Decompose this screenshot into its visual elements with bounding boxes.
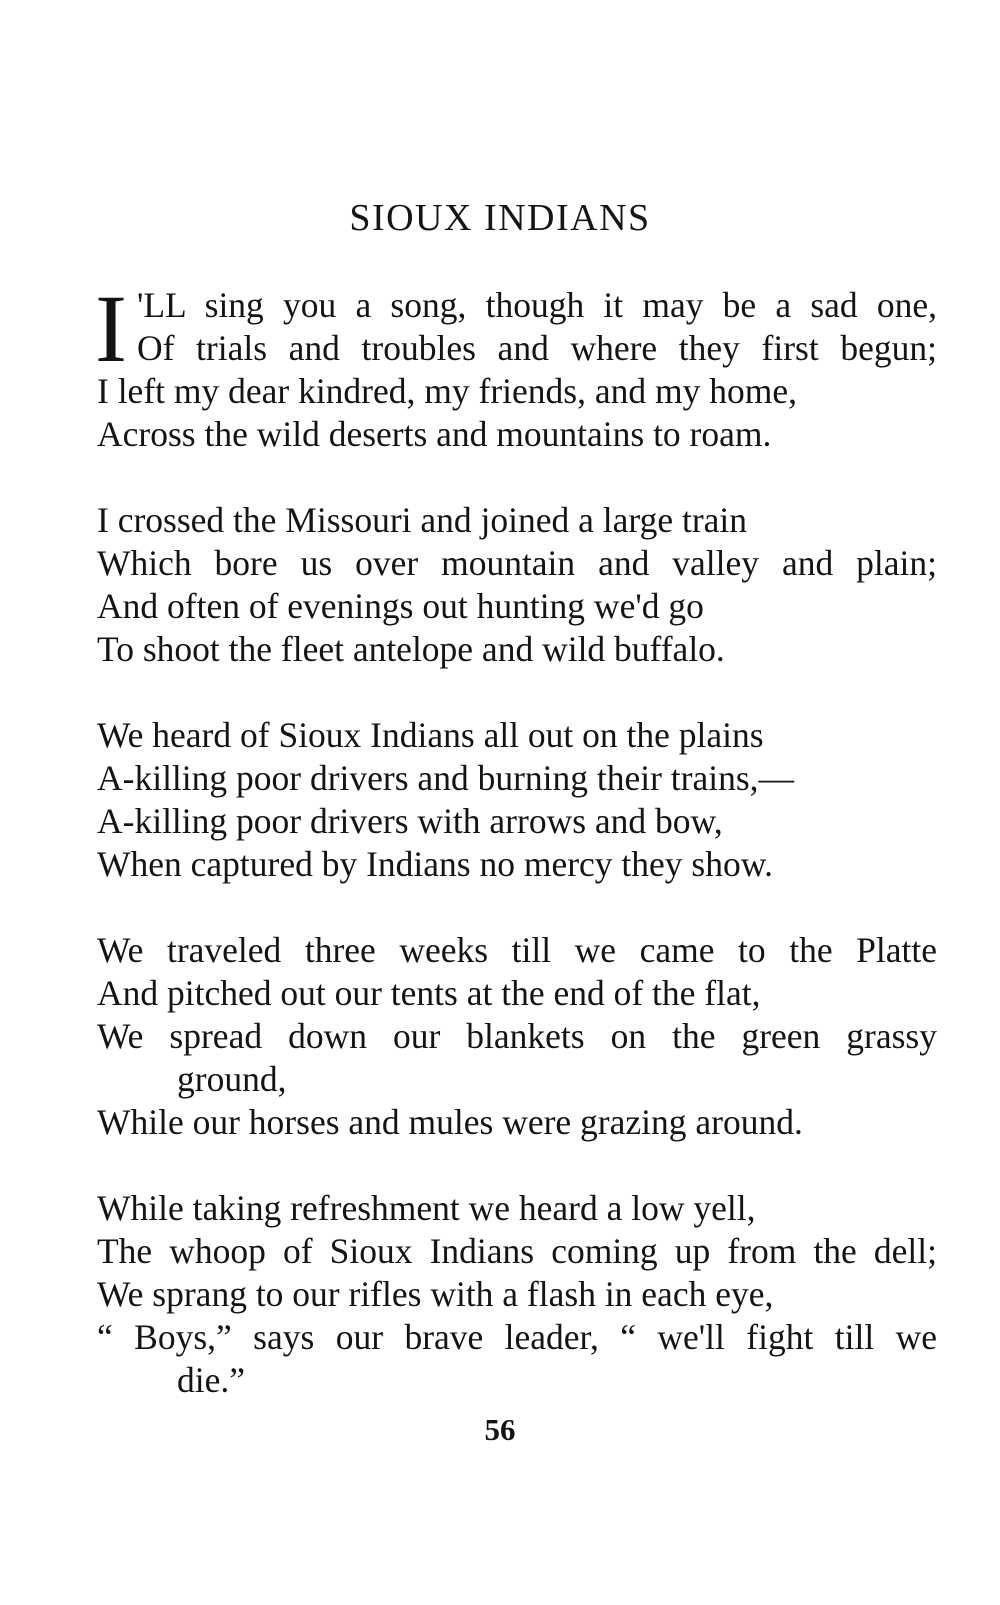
poem-line: While taking refreshment we heard a low yell, [97,1188,756,1228]
poem-line: Across the wild deserts and mountains to roam. [97,414,772,454]
poem-body [95,275,937,1445]
poem-line: While our horses and mules were grazing around. [97,1102,803,1142]
poem-line-continuation: die.” [177,1360,246,1400]
stanza-4 [97,929,937,1144]
poem-title: SIOUX INDIANS [349,197,651,239]
stanza-3 [97,714,937,886]
poem-line: Which bore us over mountain and valley and plain; [97,543,937,583]
poem-line: Of trials and troubles and where they first begun; [136,328,937,368]
stanza-5 [97,1187,937,1402]
poem-line: I crossed the Missouri and joined a large train [97,500,748,540]
poem-line: The whoop of Sioux Indians coming up from the dell; [97,1231,937,1271]
page-number: 56 [484,1412,516,1447]
poem-line: I left my dear kindred, my friends, and my home, [97,371,797,411]
poem-line: We traveled three weeks till we came to the Platte [97,930,937,970]
poem-line: When captured by Indians no mercy they show. [97,844,773,884]
poem-line: A-killing poor drivers with arrows and bow, [97,801,723,841]
poem-line: To shoot the fleet antelope and wild buffalo. [97,629,725,669]
poem-line: We spread down our blankets on the green grassy [97,1016,937,1056]
poem-line: “ Boys,” says our brave leader, “ we'll fight till we [97,1317,937,1357]
poem-line: A-killing poor drivers and burning their trains,— [97,758,795,798]
stanza-2 [97,499,937,671]
poem-line: And pitched out our tents at the end of the flat, [97,973,761,1013]
poem-line: And often of evenings out hunting we'd go [97,586,704,626]
drop-cap: I [95,275,127,382]
poem-line-continuation: ground, [177,1059,287,1099]
stanza-1 [95,275,937,456]
poem-line: We sprang to our rifles with a flash in each eye, [97,1274,774,1314]
poem-line: We heard of Sioux Indians all out on the plains [97,715,764,755]
poem-line: 'LL sing you a song, though it may be a sad one, [136,285,937,325]
